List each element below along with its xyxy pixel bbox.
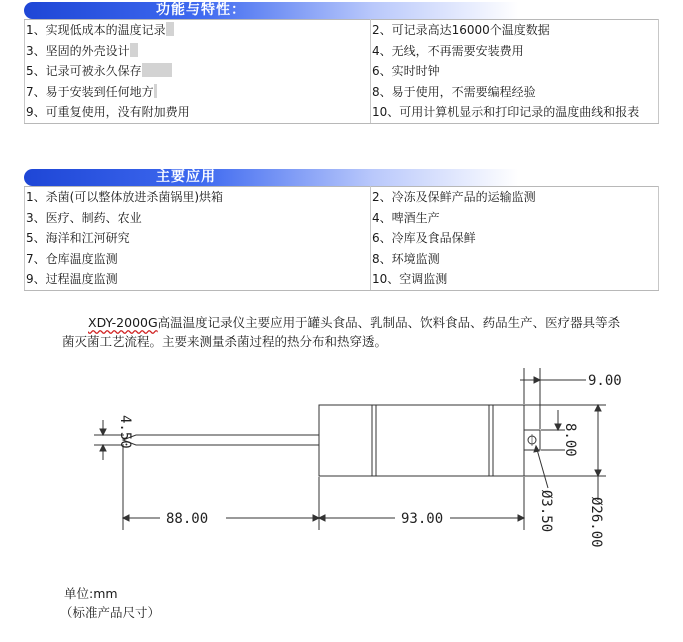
application-cell: 1、杀菌(可以整体放进杀菌锅里)烘箱 [25, 187, 371, 208]
feature-cell: 1、实现低成本的温度记录 [25, 20, 371, 41]
application-cell: 9、过程温度监测 [25, 269, 371, 290]
application-cell: 7、仓库温度监测 [25, 249, 371, 270]
application-cell: 2、冷冻及保鲜产品的运输监测 [371, 187, 659, 208]
application-cell: 3、医疗、制药、农业 [25, 208, 371, 229]
dim-body-diameter: Ø26.00 [588, 497, 604, 548]
feature-cell: 8、易于使用，不需要编程经验 [371, 82, 659, 103]
feature-cell: 3、坚固的外壳设计 [25, 41, 371, 62]
application-cell: 4、啤酒生产 [371, 208, 659, 229]
dim-probe-length: 88.00 [166, 511, 209, 527]
feature-cell: 2、可记录高达16000个温度数据 [371, 20, 659, 41]
feature-cell: 5、记录可被永久保存 [25, 61, 371, 82]
description-text: 高温温度记录仪主要应用于罐头食品、乳制品、饮料食品、药品生产、医疗器具等杀菌灭菌工艺流程。主要来测量杀菌过程的热分布和热穿透。 [62, 315, 621, 349]
application-cell: 5、海洋和江河研究 [25, 228, 371, 249]
dim-hole-diameter: Ø3.50 [538, 490, 554, 533]
feature-cell: 7、易于安装到任何地方 [25, 82, 371, 103]
feature-cell: 9、可重复使用，没有附加费用 [25, 102, 371, 123]
feature-cell: 4、无线，不再需要安装费用 [371, 41, 659, 62]
unit-label: 单位:mm [64, 586, 118, 601]
applications-title: 主要应用 [156, 169, 216, 185]
application-cell: 8、环境监测 [371, 249, 659, 270]
features-title: 功能与特性： [156, 2, 246, 18]
dim-hole: 8.00 [562, 423, 578, 457]
standard-size-note: （标准产品尺寸） [60, 605, 161, 620]
model-name: XDY-2000G [88, 315, 158, 330]
probe-tip [123, 435, 319, 445]
dim-cap-length: 9.00 [588, 373, 622, 389]
application-cell: 6、冷库及食品保鲜 [371, 228, 659, 249]
application-cell: 10、空调监测 [371, 269, 659, 290]
feature-cell: 6、实时时钟 [371, 61, 659, 82]
dim-body-length: 93.00 [401, 511, 444, 527]
dim-probe-diameter: 4.50 [117, 415, 133, 449]
feature-cell: 10、可用计算机显示和打印记录的温度曲线和报表 [371, 102, 659, 123]
